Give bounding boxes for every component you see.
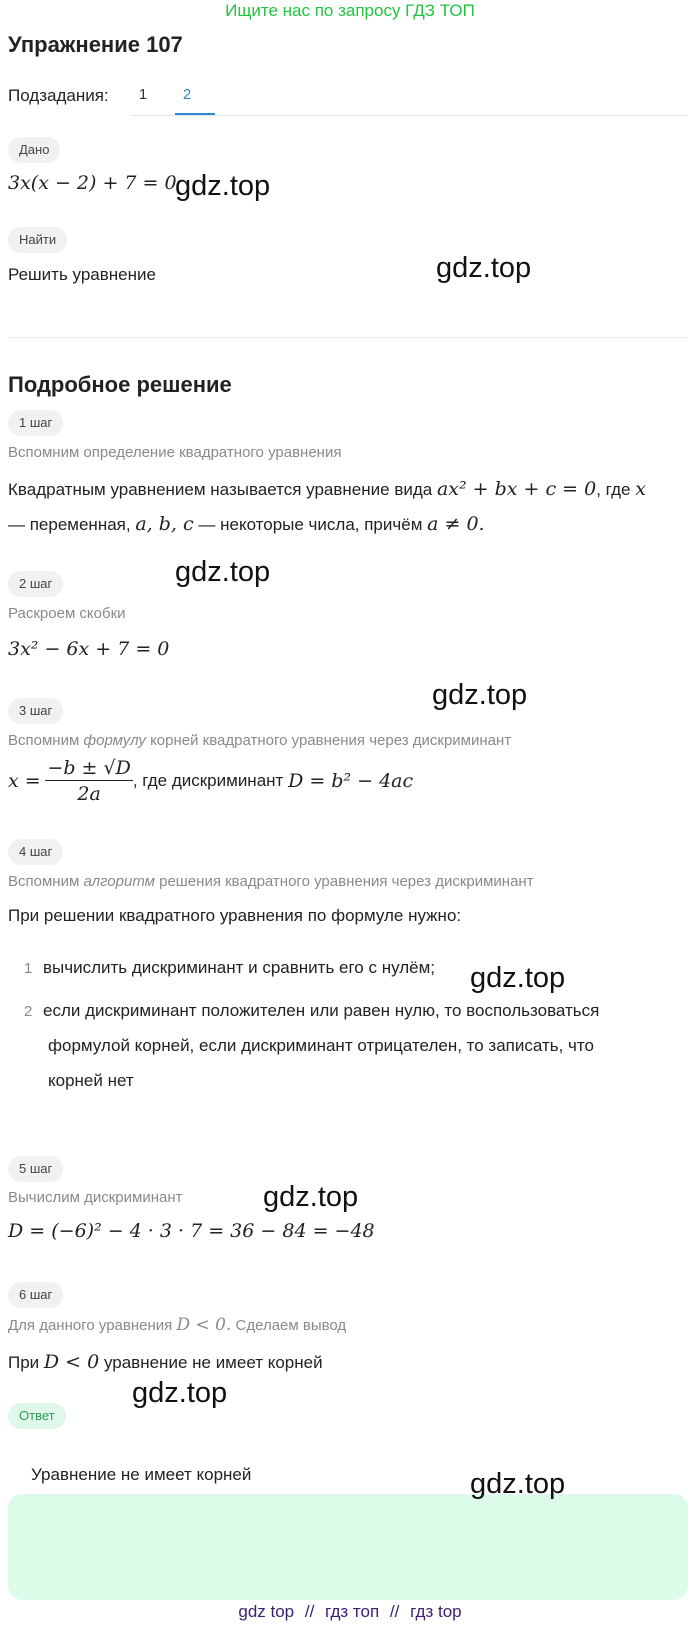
list-item: корней нет: [48, 1071, 134, 1090]
step-text-part: — переменная,: [8, 515, 131, 534]
step-tag: 2 шаг: [8, 571, 63, 597]
list-item: если дискриминант положителен или равен нулю, то воспользоваться: [43, 1001, 600, 1020]
answer-text: Уравнение не имеет корней: [31, 1465, 252, 1484]
step-text-part: , где: [596, 480, 631, 499]
list-item: формулой корней, если дискриминант отрицателен, то записать, что: [48, 1036, 594, 1055]
step-caption: [8, 1315, 346, 1335]
caption-part: Сделаем вывод: [235, 1317, 347, 1334]
find-text: Решить уравнение: [8, 265, 156, 284]
watermark: gdz.top: [436, 252, 532, 284]
caption-part: Вспомним: [8, 732, 80, 749]
step-tag: 3 шаг: [8, 698, 63, 724]
step-text-part: При: [8, 1353, 40, 1372]
watermark: gdz.top: [175, 170, 271, 202]
step-caption: [8, 732, 511, 749]
caption-emphasis: формулу: [83, 732, 146, 749]
find-tag: Найти: [8, 227, 67, 253]
active-tab-indicator: [175, 113, 215, 115]
caption-math: D < 0.: [176, 1315, 232, 1335]
step-math: 3x² − 6x + 7 = 0: [8, 638, 170, 660]
step-math: a, b, c: [135, 513, 194, 535]
answer-tag: Ответ: [8, 1403, 66, 1429]
tab-subtask-2[interactable]: 2: [182, 86, 192, 103]
watermark: gdz.top: [432, 679, 528, 711]
step-text-part: , где дискриминант: [132, 771, 284, 790]
step-text-part: уравнение не имеет корней: [103, 1353, 323, 1372]
step-formula: [8, 757, 413, 805]
list-number: 2: [24, 1003, 33, 1020]
step-caption: Вычислим дискриминант: [8, 1189, 183, 1206]
caption-part: Вспомним: [8, 873, 80, 890]
solution-title: Подробное решение: [8, 372, 232, 397]
step-math: x: [635, 478, 646, 500]
step-math: ax² + bx + c = 0: [436, 478, 597, 500]
footer-separator: //: [304, 1602, 315, 1621]
step-text-part: Квадратным уравнением называется уравнение вида: [8, 480, 433, 499]
formula-lhs: x =: [8, 770, 41, 792]
list-number: 1: [24, 960, 33, 977]
footer-link[interactable]: gdz top: [238, 1602, 295, 1621]
promo-banner: Ищите нас по запросу ГДЗ ТОП: [225, 1, 475, 20]
step-caption: Раскроем скобки: [8, 605, 126, 622]
step-math: a ≠ 0.: [427, 513, 485, 535]
step-tag: 4 шаг: [8, 839, 63, 865]
section-divider: [8, 337, 688, 338]
tabs-baseline: [130, 115, 688, 116]
page-title: Упражнение 107: [8, 32, 183, 57]
step-text: [8, 478, 646, 500]
step-tag: 1 шаг: [8, 410, 63, 436]
step-math: D = (−6)² − 4 · 3 · 7 = 36 − 84 = −48: [8, 1220, 375, 1242]
caption-part: корней квадратного уравнения через дискриминант: [150, 732, 512, 749]
given-tag: Дано: [8, 137, 60, 163]
list-item: вычислить дискриминант и сравнить его с нулём;: [43, 958, 436, 977]
step-caption: Вспомним определение квадратного уравнения: [8, 444, 342, 461]
step-caption: [8, 873, 534, 890]
answer-box: [8, 1494, 688, 1600]
caption-part: Для данного уравнения: [8, 1317, 173, 1334]
step-math: D < 0: [43, 1351, 100, 1373]
given-equation: 3x(x − 2) + 7 = 0: [8, 172, 177, 194]
fraction-denominator: 2a: [77, 783, 101, 805]
footer-separator: //: [389, 1602, 400, 1621]
footer-link[interactable]: гдз топ: [325, 1602, 380, 1621]
step-text: [8, 1351, 323, 1373]
fraction-numerator: −b ± √D: [47, 757, 131, 779]
subtasks-label: Подзадания:: [8, 86, 109, 105]
watermark: gdz.top: [132, 1377, 228, 1409]
footer-links: [0, 1602, 700, 1622]
footer-link[interactable]: гдз top: [410, 1602, 462, 1621]
watermark: gdz.top: [470, 1468, 566, 1500]
watermark: gdz.top: [263, 1181, 359, 1213]
step-math: D = b² − 4ac: [288, 770, 414, 792]
step-text-part: — некоторые числа, причём: [198, 515, 423, 534]
watermark: gdz.top: [470, 962, 566, 994]
step-text: При решении квадратного уравнения по формуле нужно:: [8, 906, 462, 925]
formula-fraction: [45, 757, 132, 805]
caption-part: решения квадратного уравнения через дискриминант: [159, 873, 534, 890]
caption-emphasis: алгоритм: [83, 873, 155, 890]
step-tag: 5 шаг: [8, 1156, 63, 1182]
step-tag: 6 шаг: [8, 1282, 63, 1308]
tab-subtask-1[interactable]: 1: [138, 86, 148, 103]
watermark: gdz.top: [175, 556, 271, 588]
step-text: [8, 513, 485, 535]
